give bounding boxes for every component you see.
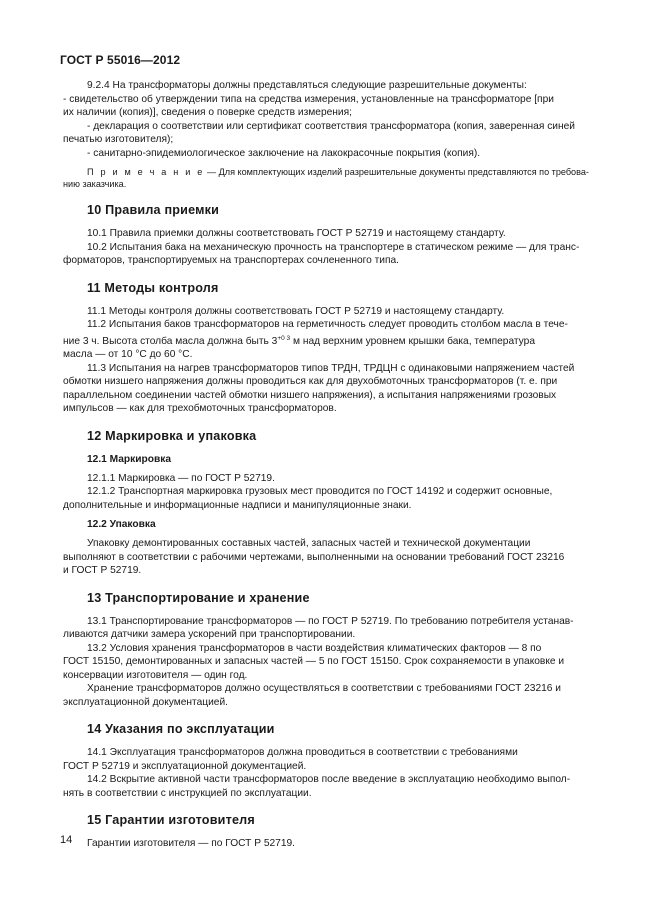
clause-15: Гарантии изготовителя — по ГОСТ Р 52719. [87,838,295,849]
clause-14-2: 14.2 Вскрытие активной части трансформаторов после введение в эксплуатацию необходимо выпол- [87,774,571,785]
text-line: ГОСТ Р 52719 и эксплуатационной документацией. [63,760,307,772]
text-line: обмотки низшего напряжения должны проводиться как для двухобмоточных трансформаторов (т. е. при [63,376,558,387]
text-fragment: м над верхним уровнем крышки бака, температура [290,335,535,347]
clause-11-2: 11.2 Испытания баков трансформаторов на герметичность следует проводить столбом масла в тече- [87,319,568,330]
clause-13-3: Хранение трансформаторов должно осуществляться в соответствии с требованиями ГОСТ 23216 и [87,683,561,694]
text-line: форматоров, транспортируемых на транспортерах сочлененного типа. [63,255,399,266]
text-fragment: ние 3 ч. Высота столба масла должна быть 3 [63,335,278,347]
standard-header: ГОСТ Р 55016—2012 [60,53,181,67]
text-line: параллельном соединении частей обмотки низшего напряжения), а испытания напряжениями грозовых [63,389,557,401]
list-item: - санитарно-эпидемиологическое заключение на лакокрасочные покрытия (копия). [87,147,481,159]
superscript: +0 3 [277,334,291,342]
note-text-cont: нию заказчика. [63,179,127,189]
text-line: нять в соответствии с инструкцией по эксплуатации. [63,787,312,799]
text-line: - свидетельство об утверждении типа на средства измерения, установленные на трансформаторе [при [63,93,554,105]
clause-11-3: 11.3 Испытания на нагрев трансформаторов типов ТРДН, ТРДЦН с одинаковыми напряжением частей [87,362,575,374]
section-12-title: 12 Маркировка и упаковка [87,428,257,443]
clause-9-2-4: 9.2.4 На трансформаторы должны представляться следующие разрешительные документы: [87,80,527,91]
section-13-title: 13 Транспортирование и хранение [87,590,310,605]
clause-13-1: 13.1 Транспортирование трансформаторов — по ГОСТ Р 52719. По требованию потребителя устанав- [87,615,574,627]
note-label: П р и м е ч а н и е [87,167,205,177]
text-line: консервации изготовителя — один год. [63,669,248,681]
text-line: масла — от 10 °С до 60 °С. [63,349,193,360]
text-line: импульсов — как для трехобмоточных трансформаторов. [63,403,337,414]
text-line: выполняют в соответствии с рабочими чертежами, выполненными на основании требований ГОСТ 23216 [63,551,565,563]
text-line: и ГОСТ Р 52719. [63,565,142,576]
section-14-title: 14 Указания по эксплуатации [87,722,275,736]
subsection-12-1-title: 12.1 Маркировка [87,453,171,465]
section-9-2-4 [63,79,608,190]
text-line: печатью изготовителя); [63,134,174,145]
text-line: ливаются датчики замера ускорений при транспортировании. [63,629,356,640]
text-line: дополнительные и информационные надписи и манипуляционные знаки. [63,499,412,511]
page-number: 14 [60,834,73,846]
list-item [63,93,608,107]
list-item: - декларация о соответствии или сертификат соответствия трансформатора (копия, заверенная синей [87,120,575,132]
clause-12-2: Упаковку демонтированных составных частей, запасных частей и технической документации [87,538,531,549]
clause-14-1: 14.1 Эксплуатация трансформаторов должна проводиться в соответствии с требованиями [87,747,518,758]
note-text: — Для комплектующих изделий разрешительные документы представляются по требова- [204,167,589,177]
clause-12-1-2: 12.1.2 Транспортная маркировка грузовых мест проводится по ГОСТ 14192 и содержит основные, [87,486,553,497]
note [87,166,608,178]
text-line: их наличии (копия)], сведения о поверке средств измерения; [63,107,352,118]
page-content [63,79,608,851]
subsection-12-2-title: 12.2 Упаковка [87,519,156,530]
clause-10-1: 10.1 Правила приемки должны соответствовать ГОСТ Р 52719 и настоящему стандарту. [87,228,506,239]
clause-11-1: 11.1 Методы контроля должны соответствовать ГОСТ Р 52719 и настоящему стандарту. [87,305,505,317]
section-15-title: 15 Гарантии изготовителя [87,813,255,827]
section-10-title: 10 Правила приемки [87,203,220,217]
section-11-title: 11 Методы контроля [87,280,219,295]
text-line: ГОСТ 15150, демонтированных и запасных частей — 5 по ГОСТ 15150. Срок сохраняемости в упаковке и [63,656,565,667]
clause-12-1-1: 12.1.1 Маркировка — по ГОСТ Р 52719. [87,472,275,484]
text-line: эксплуатационной документацией. [63,696,228,708]
clause-13-2: 13.2 Условия хранения трансформаторов в части воздействия климатических факторов — 8 по [87,642,542,654]
clause-10-2: 10.2 Испытания бака на механическую прочность на транспортере в статическом режиме — для транс- [87,241,580,253]
text-line [63,332,608,349]
